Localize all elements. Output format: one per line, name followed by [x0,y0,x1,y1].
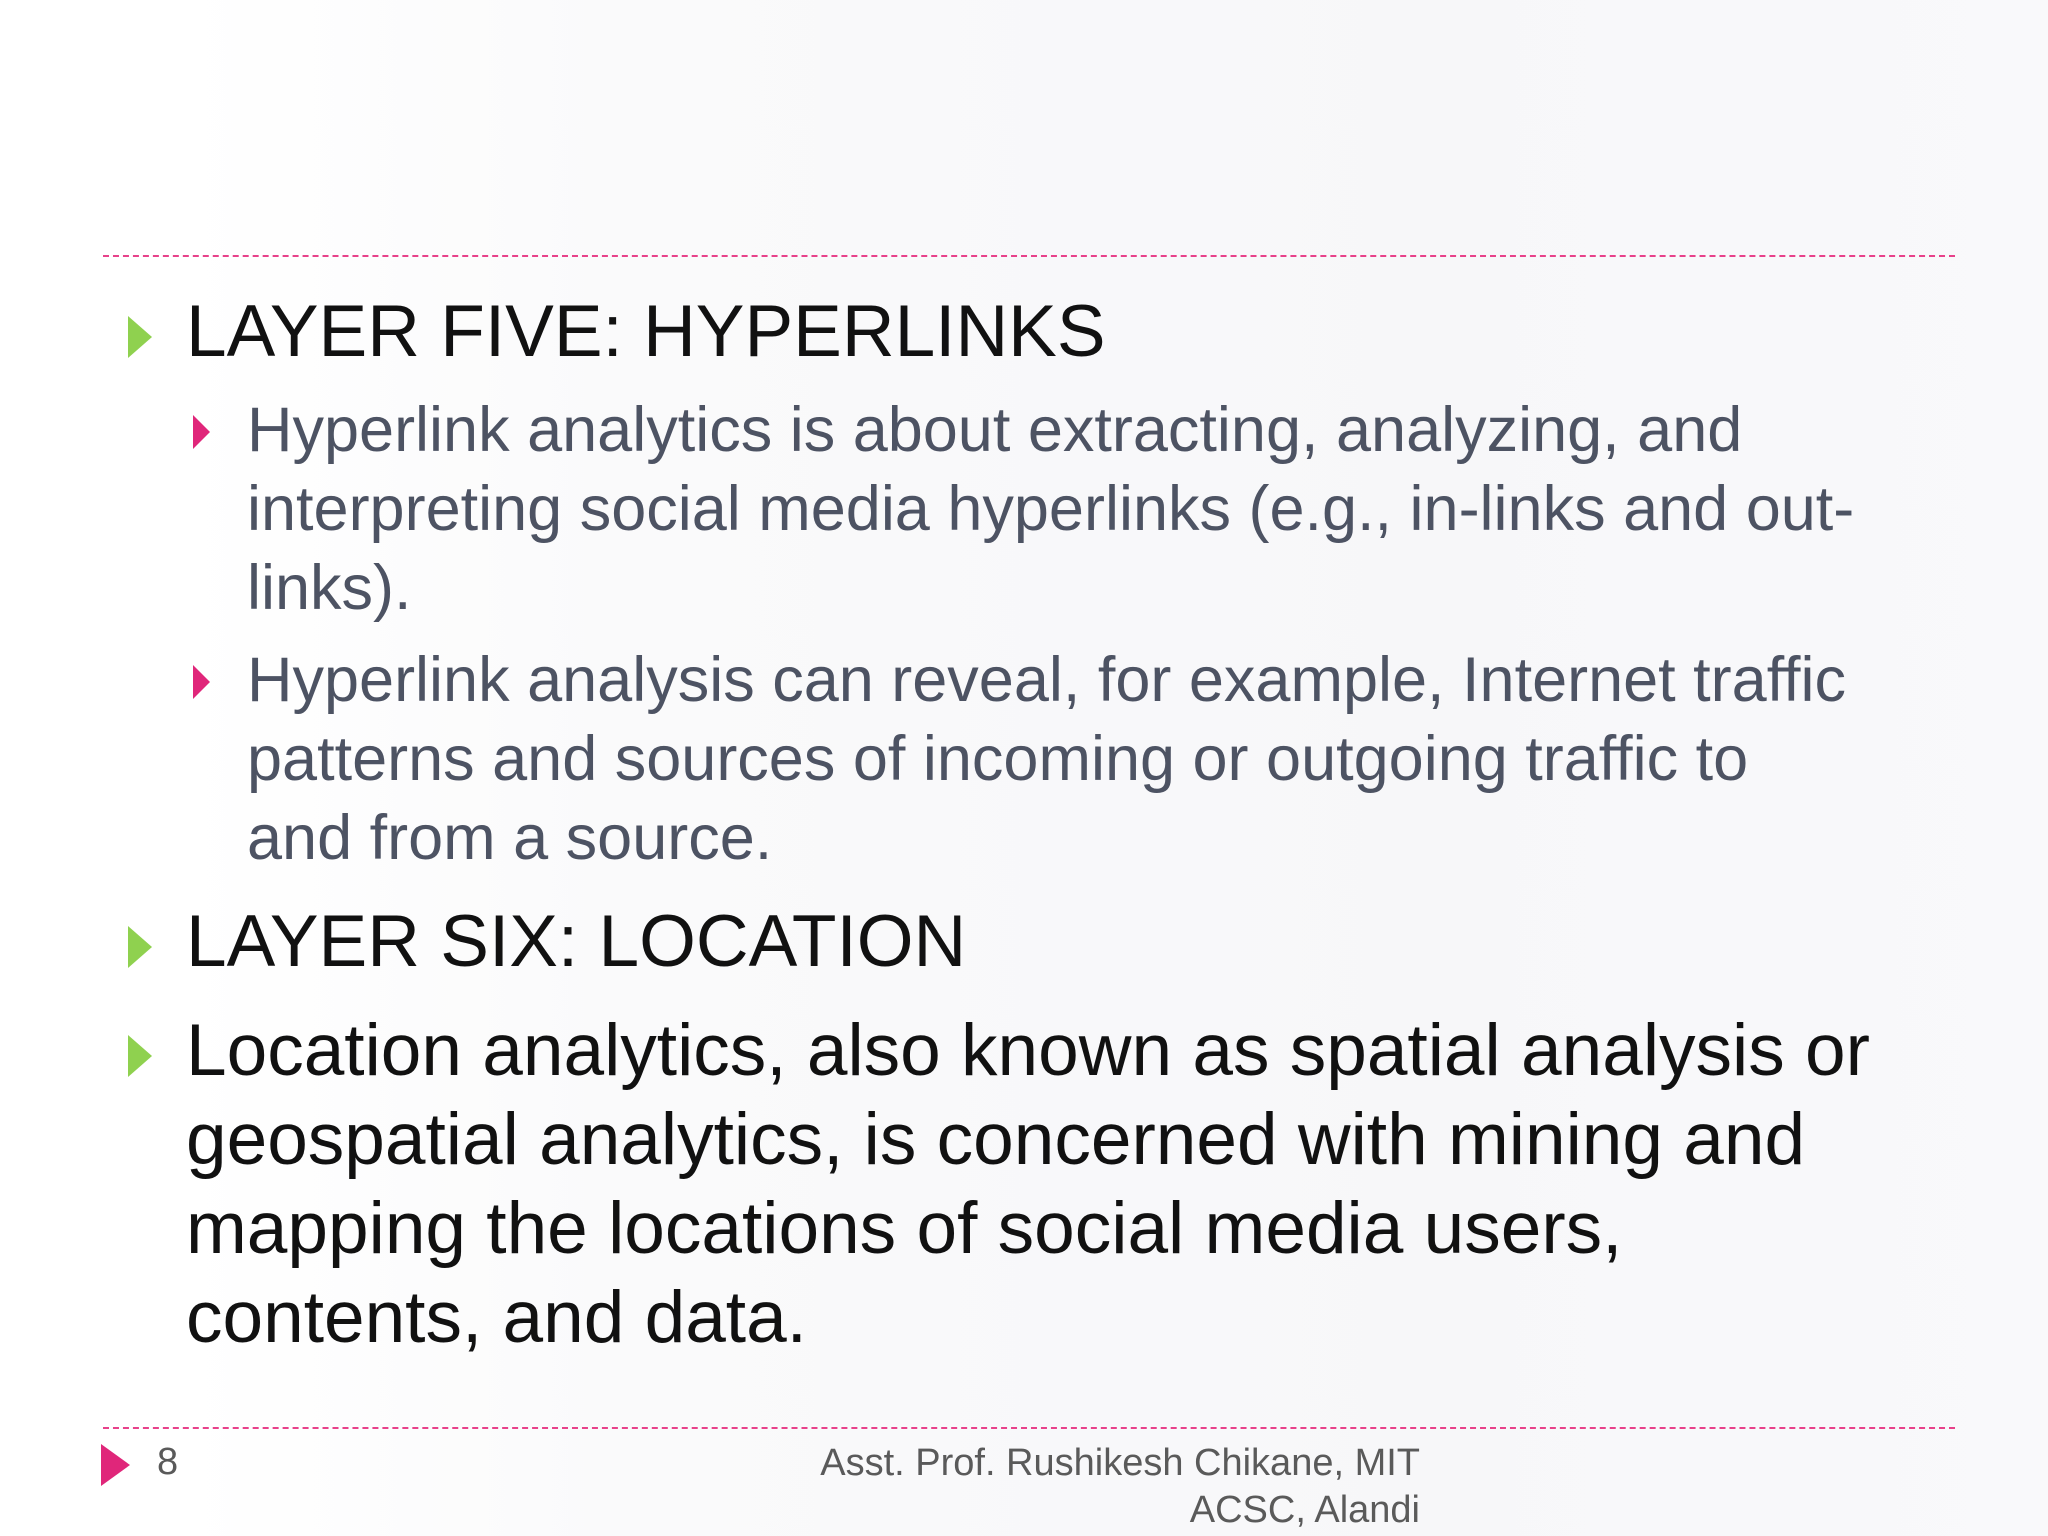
text-line: mapping the locations of social media users, [186,1188,1623,1269]
bullet-pink-triangle-icon [193,665,210,699]
bullet-green-triangle-icon [128,926,152,968]
text-line: contents, and data. [186,1277,807,1358]
text-line: Hyperlink analysis can reveal, for example, Internet traffic [247,645,1847,715]
footer-author [660,1440,1420,1534]
text-line: patterns and sources of incoming or outgoing traffic to [247,724,1749,794]
footer-author-line: ACSC, Alandi [1189,1489,1420,1531]
text-line: interpreting social media hyperlinks (e.g., in-links and out- [247,474,1855,544]
top-dashed-divider [103,255,1955,257]
paragraph-location-analytics [186,1006,1870,1362]
text-line: links). [247,553,412,623]
bottom-dashed-divider [103,1427,1955,1429]
bullet-pink-triangle-icon [193,415,210,449]
bullet-green-triangle-icon [128,316,152,358]
heading-layer-five [186,287,1106,376]
text-line: geospatial analytics, is concerned with mining and [186,1099,1806,1180]
text-line: LAYER FIVE: HYPERLINKS [186,291,1106,372]
text-line: Location analytics, also known as spatial analysis or [186,1010,1870,1091]
footer-author-line: Asst. Prof. Rushikesh Chikane, MIT [820,1442,1420,1484]
bullet-green-triangle-icon [128,1035,152,1077]
sub-bullet-hyperlink-analysis [247,641,1947,878]
text-line: Hyperlink analytics is about extracting, analyzing, and [247,395,1743,465]
sub-bullet-hyperlink-analytics [247,391,1947,628]
heading-layer-six [186,897,966,986]
footer-arrow-icon [101,1444,130,1486]
text-line: LAYER SIX: LOCATION [186,901,967,982]
page-number: 8 [157,1441,179,1483]
text-line: and from a source. [247,803,773,873]
